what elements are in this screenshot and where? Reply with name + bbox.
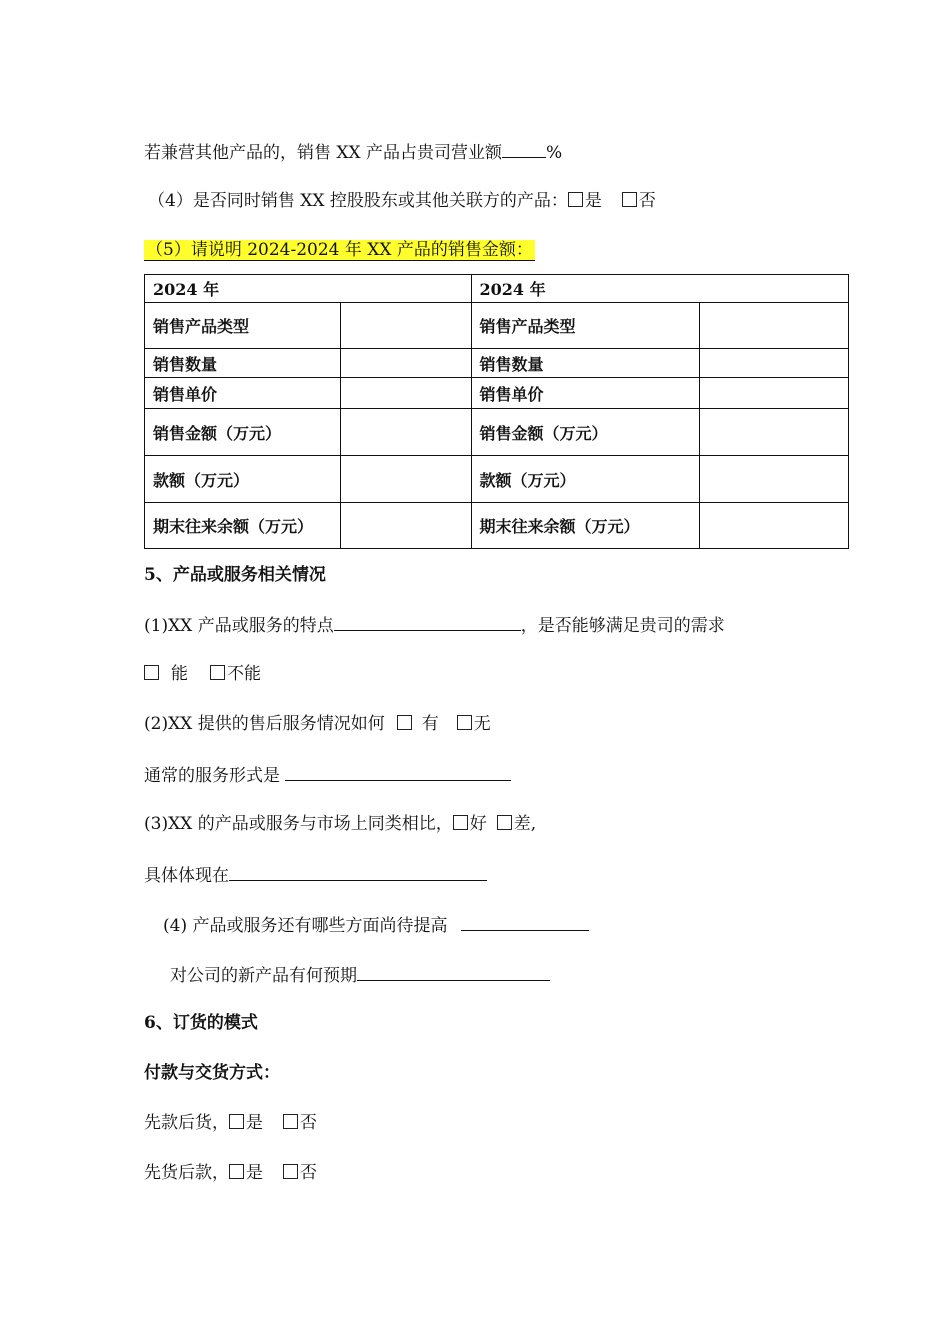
s5-p4-line — [163, 912, 589, 938]
right-value-cell[interactable] — [700, 378, 849, 409]
q4-line — [148, 189, 656, 213]
prepay-yes-checkbox[interactable] — [229, 1114, 244, 1129]
can-meet-checkbox[interactable] — [144, 665, 159, 680]
after-sales-yes-checkbox[interactable] — [397, 715, 412, 730]
right-year-header: 2024 年 — [471, 275, 848, 303]
q4-no-checkbox[interactable] — [622, 192, 637, 207]
service-form-blank[interactable] — [285, 762, 511, 781]
s5-p4b-line — [170, 962, 550, 988]
details-blank[interactable] — [229, 862, 487, 881]
worse-checkbox[interactable] — [497, 815, 512, 830]
q4-no-label: 否 — [638, 191, 656, 211]
expectation-blank[interactable] — [357, 962, 550, 981]
section5-title: 5、产品或服务相关情况 — [144, 565, 326, 585]
cannot-meet-checkbox[interactable] — [210, 665, 225, 680]
s6-opt2-line — [144, 1161, 317, 1185]
after-sales-yes-label: 有 — [421, 714, 439, 734]
s5-p1-after: ，是否能够满足贵司的需求 — [520, 616, 725, 636]
revenue-share-text: 若兼营其他产品的，销售 XX 产品占贵司营业额 — [144, 143, 503, 163]
left-row-label: 款额（万元） — [145, 456, 341, 503]
s5-p2-line — [144, 712, 491, 736]
percent-sign: % — [546, 143, 563, 163]
table-row — [145, 456, 849, 503]
q4-yes-label: 是 — [584, 191, 602, 211]
sales-table — [144, 274, 849, 549]
revenue-share-line — [144, 139, 562, 165]
left-value-cell[interactable] — [340, 378, 471, 409]
left-row-label: 销售数量 — [145, 349, 341, 378]
right-row-label: 销售产品类型 — [471, 303, 700, 349]
postpay-no-checkbox[interactable] — [283, 1164, 298, 1179]
features-blank[interactable] — [334, 612, 521, 631]
table-header-row — [145, 275, 849, 303]
table-row — [145, 409, 849, 456]
improve-blank[interactable] — [461, 912, 589, 931]
s5-p1-text: (1)XX 产品或服务的特点 — [144, 616, 334, 636]
postpay-yes-label: 是 — [246, 1163, 263, 1183]
s6-opt1-text: 先款后货， — [144, 1113, 229, 1133]
right-value-cell[interactable] — [700, 349, 849, 378]
s5-p3-text: (3)XX 的产品或服务与市场上同类相比， — [144, 814, 453, 834]
left-value-cell[interactable] — [340, 409, 471, 456]
left-value-cell[interactable] — [340, 456, 471, 503]
table-row — [145, 503, 849, 549]
s5-p4b-text: 对公司的新产品有何预期 — [170, 966, 357, 986]
left-year-header: 2024 年 — [145, 275, 472, 303]
worse-label: 差, — [513, 814, 537, 834]
better-checkbox[interactable] — [453, 815, 468, 830]
postpay-no-label: 否 — [300, 1163, 317, 1183]
q5-line — [144, 238, 535, 262]
right-value-cell[interactable] — [700, 456, 849, 503]
left-row-label: 销售单价 — [145, 378, 341, 409]
q4-yes-checkbox[interactable] — [568, 192, 583, 207]
s6-opt1-line — [144, 1111, 317, 1135]
right-row-label: 销售单价 — [471, 378, 700, 409]
s6-opt2-text: 先货后款， — [144, 1163, 229, 1183]
q4-text: （4）是否同时销售 XX 控股股东或其他关联方的产品： — [148, 191, 568, 211]
prepay-no-label: 否 — [300, 1113, 317, 1133]
table-row — [145, 349, 849, 378]
right-value-cell[interactable] — [700, 303, 849, 349]
section6-title: 6、订货的模式 — [144, 1013, 258, 1033]
table-row — [145, 378, 849, 409]
can-meet-label: 能 — [171, 664, 188, 684]
left-row-label: 期末往来余额（万元） — [145, 503, 341, 549]
right-row-label: 期末往来余额（万元） — [471, 503, 700, 549]
q5-highlighted-text: （5）请说明 2024-2024 年 XX 产品的销售金额： — [146, 240, 533, 260]
section6-subtitle: 付款与交货方式： — [144, 1063, 280, 1083]
right-row-label: 款额（万元） — [471, 456, 700, 503]
s5-p1-line — [144, 612, 725, 638]
after-sales-no-label: 无 — [473, 714, 491, 734]
right-row-label: 销售数量 — [471, 349, 700, 378]
better-label: 好 — [469, 814, 487, 834]
postpay-yes-checkbox[interactable] — [229, 1164, 244, 1179]
s5-p1-options — [144, 662, 261, 686]
left-row-label: 销售金额（万元） — [145, 409, 341, 456]
table-row — [145, 303, 849, 349]
s5-p4-text: (4) 产品或服务还有哪些方面尚待提高 — [163, 916, 448, 936]
s5-p3b-line — [144, 862, 487, 888]
right-value-cell[interactable] — [700, 503, 849, 549]
s5-p3b-text: 具体体现在 — [144, 866, 229, 886]
s5-p2b-text: 通常的服务形式是 — [144, 766, 280, 786]
prepay-yes-label: 是 — [246, 1113, 263, 1133]
cannot-meet-label: 不能 — [227, 664, 261, 684]
revenue-share-blank[interactable] — [502, 139, 546, 158]
left-value-cell[interactable] — [340, 303, 471, 349]
after-sales-no-checkbox[interactable] — [457, 715, 472, 730]
s5-p2b-line — [144, 762, 511, 788]
left-row-label: 销售产品类型 — [145, 303, 341, 349]
right-value-cell[interactable] — [700, 409, 849, 456]
left-value-cell[interactable] — [340, 503, 471, 549]
left-value-cell[interactable] — [340, 349, 471, 378]
s5-p2-text: (2)XX 提供的售后服务情况如何 — [144, 714, 385, 734]
s5-p3-line — [144, 812, 536, 836]
right-row-label: 销售金额（万元） — [471, 409, 700, 456]
prepay-no-checkbox[interactable] — [283, 1114, 298, 1129]
